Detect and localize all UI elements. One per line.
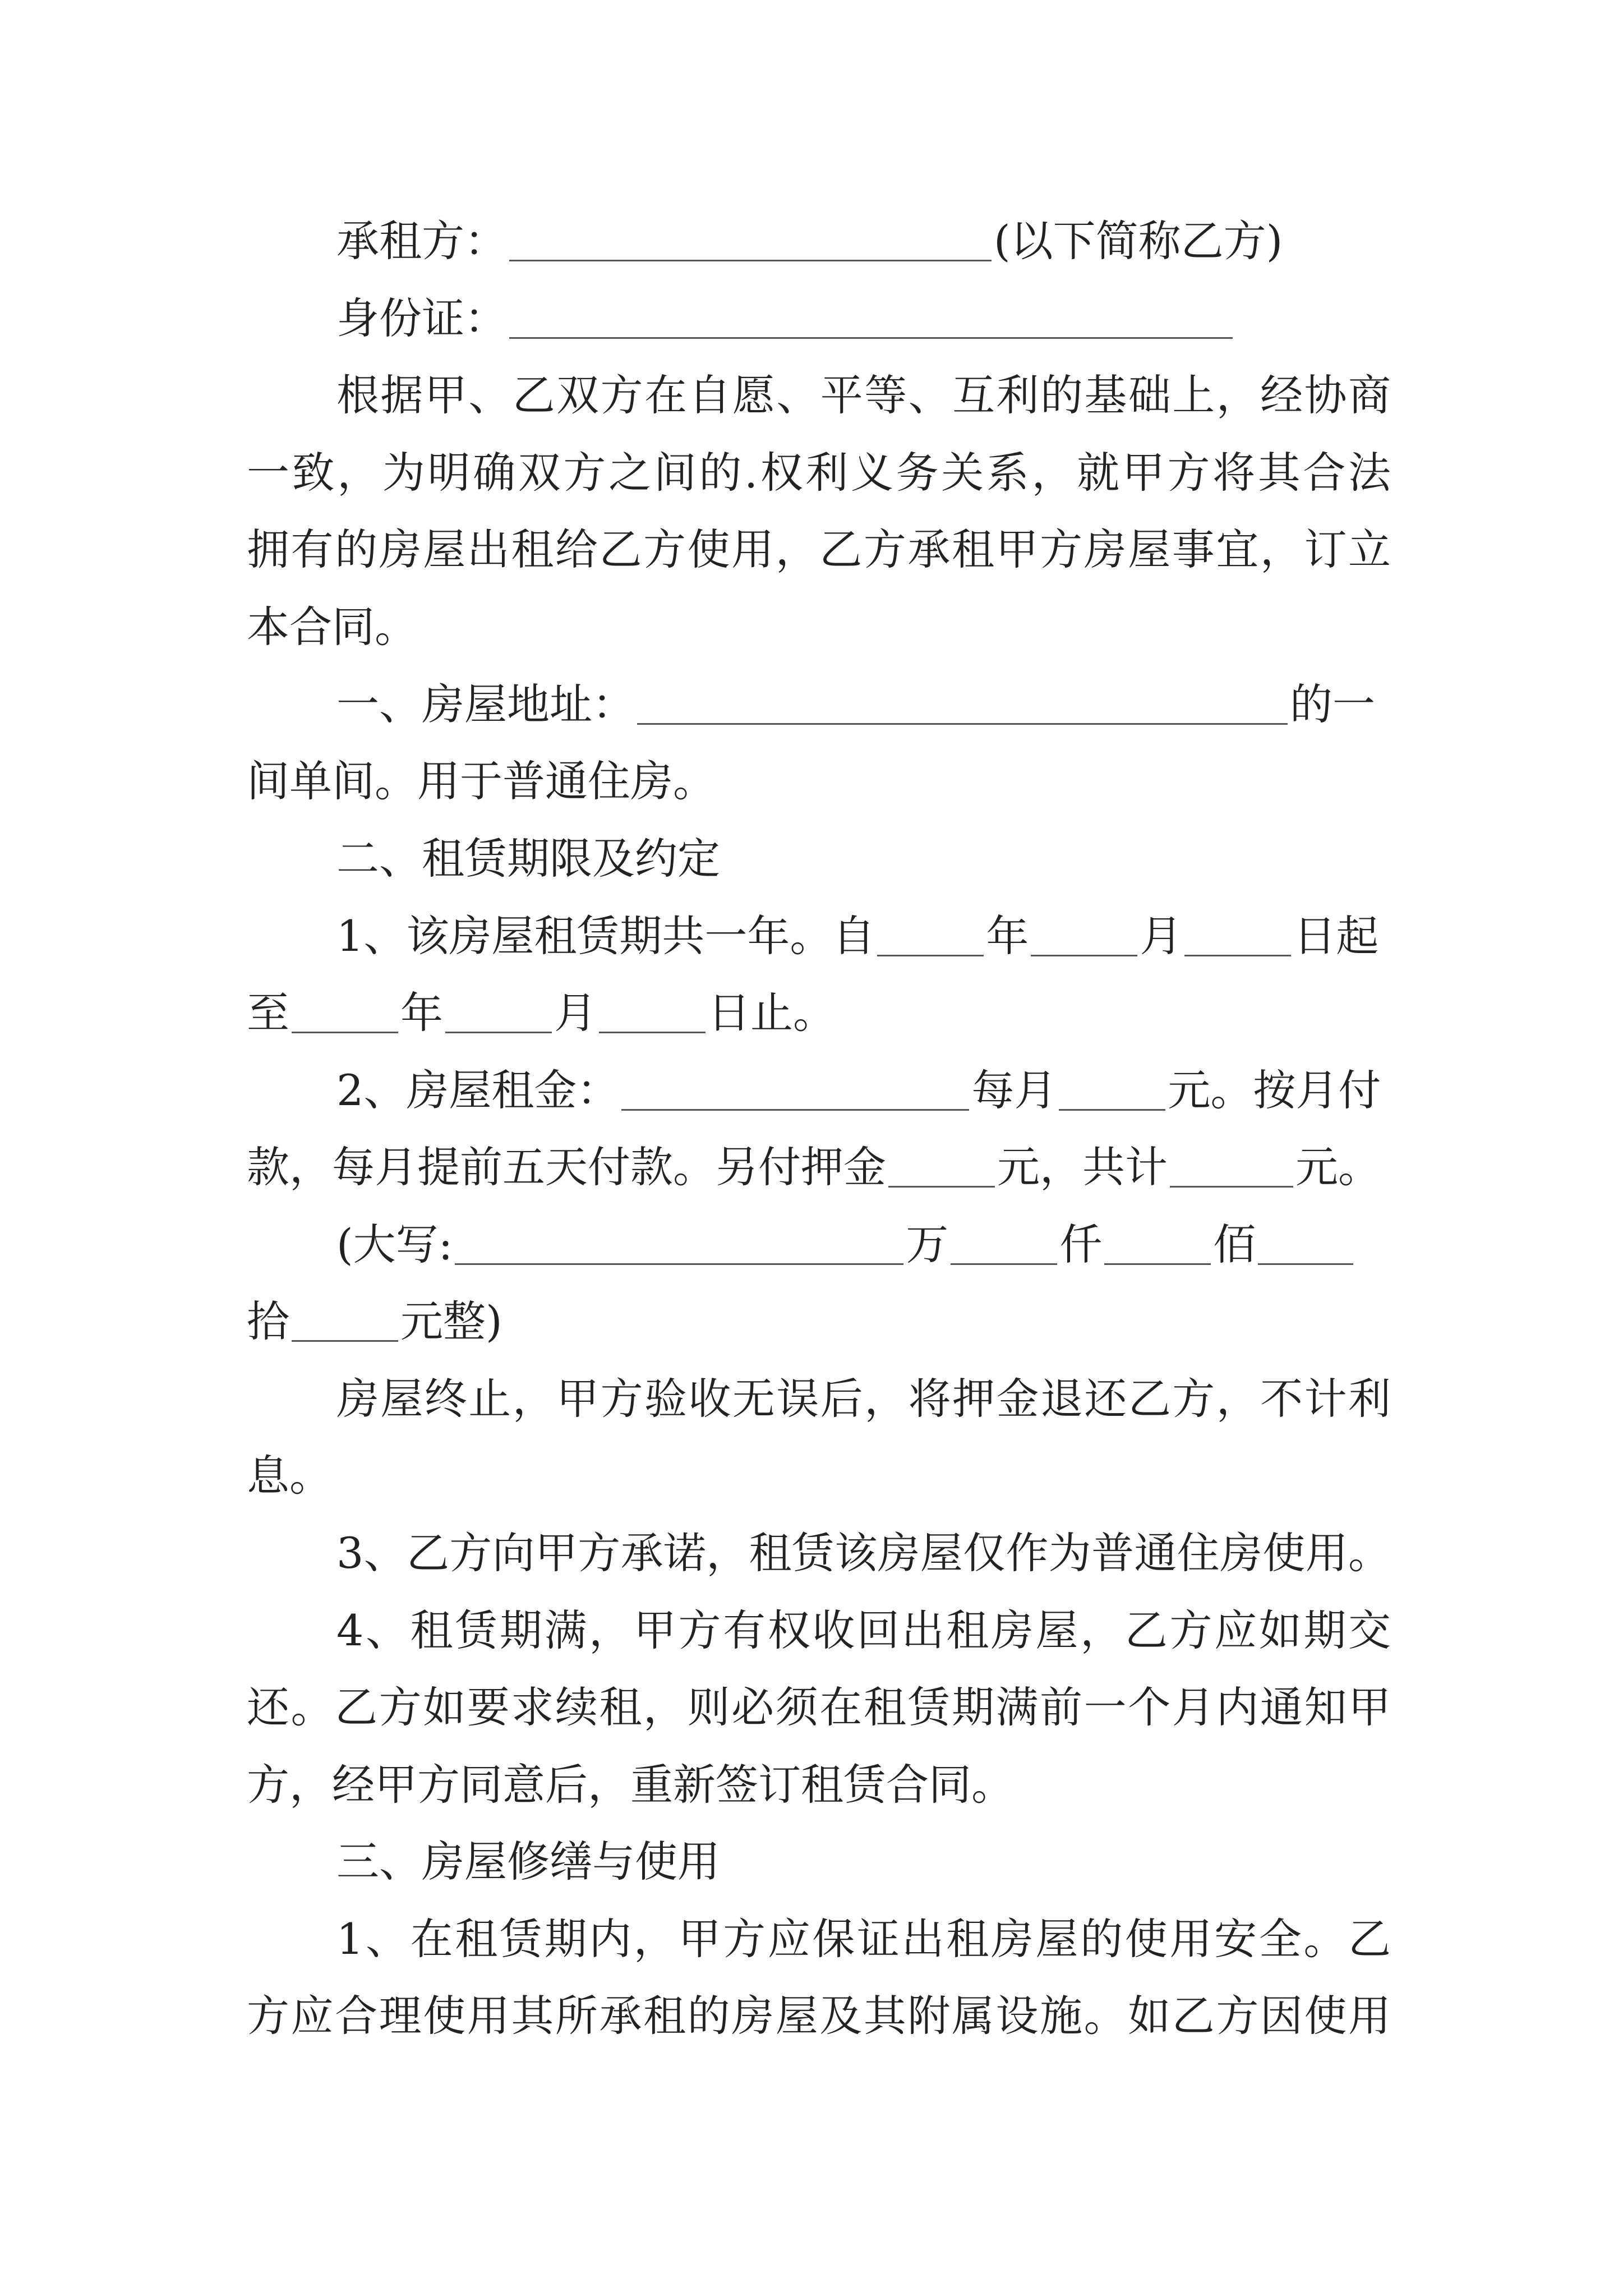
shi-label: 拾 — [247, 1296, 289, 1346]
year-label: 年 — [400, 988, 443, 1038]
end-day-blank[interactable] — [599, 988, 706, 1033]
id-card-blank[interactable] — [509, 293, 1233, 339]
end-month-blank[interactable] — [445, 988, 552, 1033]
year-label: 年 — [986, 911, 1029, 961]
address-suffix: 的一 — [1290, 679, 1375, 729]
total-suffix: 元。 — [1295, 1142, 1381, 1192]
tenant-label: 承租方： — [336, 216, 507, 266]
total-label: 元，共计 — [997, 1142, 1168, 1192]
id-card-line — [336, 285, 1391, 352]
preamble-line-2: 一致，为明确双方之间的.权利义务关系，就甲方将其合法 — [247, 448, 1391, 498]
rent-label: 2、房屋租金： — [336, 1065, 620, 1115]
deposit-blank[interactable] — [888, 1142, 995, 1188]
monthly-label: 每月 — [971, 1065, 1057, 1115]
caps-amount-blank[interactable] — [455, 1220, 903, 1265]
until-label: 至 — [247, 988, 289, 1038]
day-start-label: 日起 — [1293, 911, 1379, 961]
qian-blank[interactable] — [1104, 1220, 1211, 1265]
caps-line-1 — [336, 1211, 1391, 1278]
rent-line-2 — [247, 1134, 1391, 1201]
item4-line-1: 4、租赁期满，甲方有权收回出租房屋，乙方应如期交 — [336, 1605, 1391, 1655]
month-label: 月 — [1140, 911, 1183, 961]
bai-blank[interactable] — [1258, 1220, 1353, 1265]
yuan-label: 元整) — [400, 1296, 502, 1346]
rent-line-1 — [336, 1057, 1391, 1124]
preamble-line-1: 根据甲、乙双方在自愿、平等、互利的基础上，经协商 — [336, 370, 1391, 420]
address-label: 一、房屋地址： — [336, 679, 635, 729]
total-blank[interactable] — [1170, 1142, 1293, 1188]
shi-blank[interactable] — [292, 1296, 398, 1342]
tenant-name-blank[interactable] — [509, 216, 992, 261]
section3-item1-line-1: 1、在租赁期内，甲方应保证出租房屋的使用安全。乙 — [336, 1914, 1391, 1964]
id-card-label: 身份证： — [336, 293, 507, 343]
section2-heading: 二、租赁期限及约定 — [336, 834, 720, 884]
deposit-return-line-2: 息。 — [247, 1451, 332, 1501]
section1-line-2: 间单间。用于普通住房。 — [247, 756, 716, 806]
monthly-suffix: 元。按月付 — [1168, 1065, 1381, 1115]
monthly-amount-blank[interactable] — [1059, 1065, 1165, 1111]
section1-line-1 — [336, 671, 1391, 738]
month-label: 月 — [554, 988, 597, 1038]
start-day-blank[interactable] — [1184, 911, 1291, 956]
rent-blank[interactable] — [621, 1065, 969, 1111]
preamble-line-3: 拥有的房屋出租给乙方使用，乙方承租甲方房屋事宜，订立 — [247, 524, 1391, 574]
day-end-label: 日止。 — [708, 988, 836, 1038]
item4-line-2: 还。乙方如要求续租，则必须在租赁期满前一个月内通知甲 — [247, 1682, 1391, 1732]
qian-label: 仟 — [1059, 1220, 1103, 1269]
address-blank[interactable] — [637, 679, 1288, 725]
item4-line-3: 方，经甲方同意后，重新签订租赁合同。 — [247, 1760, 1014, 1810]
preamble-line-4: 本合同。 — [247, 602, 417, 652]
section3-heading: 三、房屋修缮与使用 — [336, 1837, 720, 1887]
lease-term-line-2 — [247, 979, 1391, 1047]
lease-term-line-1 — [336, 903, 1391, 970]
end-year-blank[interactable] — [292, 988, 398, 1033]
start-year-blank[interactable] — [877, 911, 984, 956]
tenant-line — [336, 208, 1391, 275]
tenant-suffix: (以下简称乙方) — [994, 216, 1283, 266]
lease-term-text: 1、该房屋租赁期共一年。自 — [336, 911, 875, 961]
deposit-text: 款，每月提前五天付款。另付押金 — [247, 1142, 886, 1192]
caps-label: (大写: — [336, 1220, 453, 1269]
start-month-blank[interactable] — [1031, 911, 1137, 956]
section3-item1-line-2: 方应合理使用其所承租的房屋及其附属设施。如乙方因使用 — [247, 1991, 1391, 2041]
bai-label: 佰 — [1213, 1220, 1256, 1269]
caps-line-2 — [247, 1288, 1391, 1355]
deposit-return-line-1: 房屋终止，甲方验收无误后，将押金退还乙方，不计利 — [336, 1374, 1391, 1424]
wan-blank[interactable] — [951, 1220, 1057, 1265]
wan-label: 万 — [906, 1220, 949, 1269]
item3-line: 3、乙方向甲方承诺，租赁该房屋仅作为普通住房使用。 — [336, 1528, 1391, 1578]
